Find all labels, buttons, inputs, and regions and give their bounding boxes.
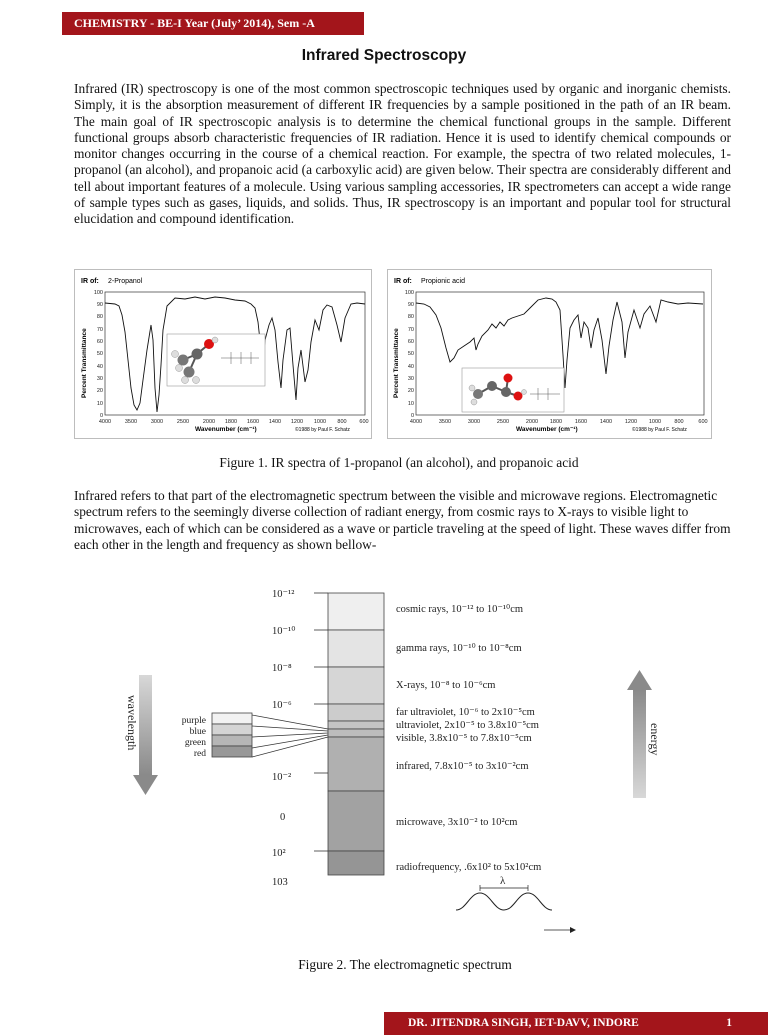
wavelength-label: wavelength [125, 695, 139, 751]
y-tick: 40 [407, 364, 414, 370]
region-label-far-ultraviolet: far ultraviolet, 10⁻⁶ to 2x10⁻⁵cm [396, 707, 535, 718]
color-label-red: red [193, 749, 206, 759]
region-label-infrared: infrared, 7.8x10⁻⁵ to 3x10⁻²cm [396, 761, 529, 772]
region-label-radiofrequency: radiofrequency, .6x10² to 5x10²cm [396, 862, 542, 873]
x-tick: 4000 [98, 419, 112, 425]
x-tick: 1400 [268, 419, 282, 425]
region-label-ultraviolet: ultraviolet, 2x10⁻⁵ to 3.8x10⁻⁵cm [396, 720, 539, 731]
y-tick: 0 [99, 413, 103, 419]
intro-paragraph: Infrared (IR) spectroscopy is one of the most common spectroscopic techniques used by organic and inorganic chemists. Simply, it is the absorption measurement of different IR frequencies by a sample positioned in the path of an IR beam. The main goal of IR spectroscopic analysis is to determine the chemical functional groups in the sample. Different functional groups absorb characteristic frequencies of IR radiation. Hence it is used to identify chemical compounds or monitor changes occurring in the course of a chemical reaction. For example, the spectra of two related molecules, 1-propanol (an alcohol), and propanoic acid (a carboxylic acid) are given below. Their spectra are considerably different and tell about important features of a molecule. Using various sampling accessories, IR spectrometers can accept a wide range of sample types such as gases, liquids, and solids. Thus, IR spectroscopy is an important and popular tool for structural elucidation and compound identification. [74, 81, 731, 227]
scale-label: 10⁻⁸ [272, 663, 292, 674]
ir-spectrum-2-propanol-plot [75, 270, 373, 440]
x-tick: 1600 [574, 419, 588, 425]
y-tick: 90 [407, 302, 414, 308]
x-tick: 3500 [438, 419, 452, 425]
y-tick: 10 [96, 401, 103, 407]
footer-bar [384, 1012, 768, 1035]
x-tick: 800 [337, 419, 347, 425]
y-tick: 80 [407, 314, 414, 320]
x-tick: 3500 [124, 419, 138, 425]
scale-label: 10⁻¹² [272, 589, 295, 600]
x-tick: 4000 [409, 419, 423, 425]
y-tick: 20 [96, 388, 103, 394]
scale-label: 10⁻¹⁰ [272, 626, 296, 637]
y-tick: 70 [407, 327, 414, 333]
region-label-x-rays: X-rays, 10⁻⁸ to 10⁻⁶cm [396, 680, 496, 691]
x-tick: 3000 [150, 419, 164, 425]
wave-illustration-icon [456, 885, 576, 933]
x-tick: 3000 [467, 419, 481, 425]
x-axis-label: Wavenumber (cm⁻¹) [516, 426, 578, 433]
scale-label: 0 [280, 812, 286, 823]
y-tick: 80 [96, 314, 103, 320]
region-label-gamma-rays: gamma rays, 10⁻¹⁰ to 10⁻⁸cm [396, 643, 522, 654]
ir-spectrum-propionic-acid [387, 269, 712, 439]
y-tick: 60 [96, 339, 103, 345]
y-tick: 40 [96, 364, 103, 370]
x-tick: 1000 [313, 419, 327, 425]
y-tick: 60 [407, 339, 414, 345]
x-tick: 800 [674, 419, 684, 425]
visible-connector-lines [252, 715, 328, 757]
x-tick: 1400 [599, 419, 613, 425]
ir-spectrum-propionic-acid-plot [388, 270, 713, 440]
spectrum-label-prefix: IR of: [394, 278, 412, 285]
x-tick: 600 [359, 419, 369, 425]
header-bar [62, 12, 364, 35]
copyright-credit: ©1988 by Paul F. Schatz [295, 427, 350, 433]
scale-label: 10² [272, 848, 286, 859]
x-tick: 600 [698, 419, 708, 425]
y-tick: 10 [407, 401, 414, 407]
ir-spectrum-2-propanol [74, 269, 372, 439]
figure-1-caption: Figure 1. IR spectra of 1-propanol (an alcohol), and propanoic acid [219, 455, 579, 470]
figure-2-caption: Figure 2. The electromagnetic spectrum [298, 957, 512, 972]
y-tick: 100 [93, 290, 103, 296]
y-tick: 100 [404, 290, 414, 296]
y-tick: 20 [407, 388, 414, 394]
spectrum-compound-name: 2-Propanol [108, 278, 143, 285]
scale-label: 10⁻² [272, 772, 292, 783]
color-label-purple: purple [181, 716, 206, 726]
y-tick: 90 [96, 302, 103, 308]
x-tick: 1600 [246, 419, 260, 425]
y-tick: 0 [410, 413, 414, 419]
x-tick: 1800 [549, 419, 563, 425]
y-axis-label: Percent Transmittance [393, 328, 400, 398]
y-tick: 50 [407, 351, 414, 357]
y-axis-label: Percent Transmittance [81, 328, 88, 398]
em-spectrum-diagram [100, 575, 660, 940]
x-tick: 1800 [224, 419, 238, 425]
x-tick: 1200 [290, 419, 304, 425]
region-label-visible: visible, 3.8x10⁻⁵ to 7.8x10⁻⁵cm [396, 733, 532, 744]
visible-color-swatches [212, 713, 252, 757]
energy-label: energy [648, 723, 662, 756]
course-title: CHEMISTRY - BE-I Year (July’ 2014), Sem -A [74, 16, 315, 30]
x-tick: 2500 [496, 419, 510, 425]
scale-label: 10⁻⁶ [272, 700, 292, 711]
lambda-label: λ [500, 875, 506, 887]
page-number: 1 [726, 1017, 732, 1029]
region-label-cosmic-rays: cosmic rays, 10⁻¹² to 10⁻¹⁰cm [396, 604, 524, 615]
region-label-microwave: microwave, 3x10⁻² to 10²cm [396, 817, 518, 828]
copyright-credit: ©1988 by Paul F. Schatz [632, 427, 687, 433]
y-tick: 70 [96, 327, 103, 333]
x-tick: 1200 [624, 419, 638, 425]
color-label-blue: blue [189, 727, 206, 737]
spectrum-label-prefix: IR of: [81, 278, 99, 285]
footer-author: DR. JITENDRA SINGH, IET-DAVV, INDORE [408, 1017, 639, 1029]
spectrum-bar [328, 593, 384, 875]
scale-label: 103 [272, 877, 288, 888]
page-title: Infrared Spectroscopy [301, 47, 467, 64]
color-label-green: green [184, 738, 206, 748]
x-tick: 1000 [648, 419, 662, 425]
y-tick: 30 [407, 376, 414, 382]
y-tick: 30 [96, 376, 103, 382]
x-axis-label: Wavenumber (cm⁻¹) [195, 426, 257, 433]
spectrum-compound-name: Propionic acid [421, 278, 465, 285]
x-tick: 2000 [202, 419, 216, 425]
x-tick: 2000 [525, 419, 539, 425]
y-tick: 50 [96, 351, 103, 357]
em-spectrum-paragraph: Infrared refers to that part of the electromagnetic spectrum between the visible and microwave regions. Electromagnetic spectrum refers to the seemingly diverse collection of radiant energy, from cosmic rays to X-rays to visible light to microwaves, each of which can be considered as a wave or particle traveling at the speed of light. These waves differ from each other in the length and frequency as shown bellow- [74, 488, 731, 552]
x-tick: 2500 [176, 419, 190, 425]
